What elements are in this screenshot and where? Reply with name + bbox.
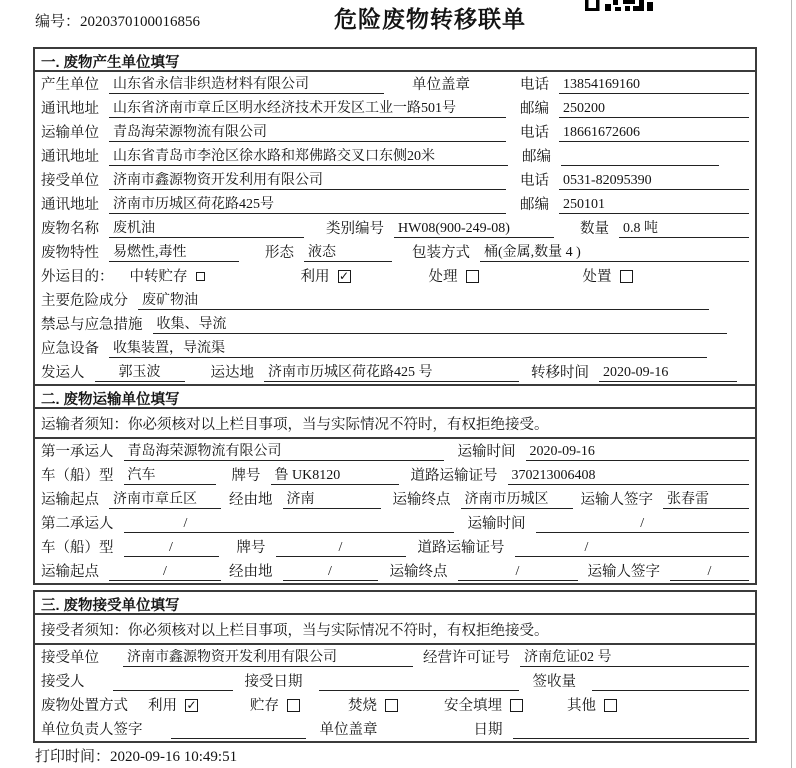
row-receiver-unit — [35, 168, 755, 192]
packaging-value: 桶(金属,数量 4 ) — [480, 244, 749, 263]
first-carrier-value: 青岛海荣源物流有限公司 — [124, 443, 444, 462]
row-producer-address — [35, 96, 755, 120]
option-label: 其他 — [567, 697, 596, 714]
row-transfer-purpose — [35, 264, 755, 288]
row-transporter-address — [35, 144, 755, 168]
row-hazard-components — [35, 288, 755, 312]
receiver-postcode-label: 邮编 — [520, 196, 549, 213]
unit-seal2-label: 单位盖章 — [319, 721, 378, 738]
accept-date-value — [319, 673, 519, 691]
checkbox-checked-icon: ✓ — [186, 698, 197, 713]
serial-value: 2020370100016856 — [80, 14, 201, 30]
option-label: 处理 — [428, 268, 458, 285]
license-value: 济南危证02 号 — [520, 649, 749, 668]
emergency-equipment-label: 应急设备 — [41, 340, 99, 357]
receiver-phone-label: 电话 — [520, 172, 549, 189]
responsible-signature-label: 单位负责人签字 — [41, 721, 143, 738]
waste-name-label: 废物名称 — [41, 220, 99, 237]
option-label: 焚烧 — [348, 697, 377, 714]
endpoint-label: 运输终点 — [392, 491, 451, 508]
plate-value: 鲁 UK8120 — [271, 467, 399, 486]
accept-unit-label: 接受单位 — [41, 649, 99, 666]
row-route-2 — [35, 559, 755, 583]
via2-value: / — [283, 563, 378, 582]
vehicle-type-value: 汽车 — [124, 467, 216, 486]
emergency-measures-value: 收集、导流 — [153, 316, 728, 335]
checkbox-icon — [466, 270, 479, 283]
transfer-date-value: 2020-09-16 — [599, 364, 737, 383]
transporter-postcode-value — [561, 148, 719, 166]
plate-label: 牌号 — [231, 467, 261, 484]
disposal-option-incinerate — [348, 697, 398, 715]
transport-time-value: 2020-09-16 — [526, 443, 750, 462]
section-transporter — [33, 384, 757, 585]
producer-postcode-value: 250200 — [559, 100, 749, 119]
plate2-value: / — [276, 539, 406, 558]
received-amount-label: 签收量 — [532, 673, 576, 690]
carrier-signature-value: 张春雷 — [663, 491, 749, 510]
page-edge-line — [791, 0, 792, 768]
waste-traits-label: 废物特性 — [41, 244, 99, 261]
row-vehicle-1 — [35, 463, 755, 487]
row-emergency-measures — [35, 312, 755, 336]
producer-address-value: 山东省济南市章丘区明水经济技术开发区工业一路501号 — [109, 100, 506, 119]
purpose-option-storage — [130, 268, 205, 286]
carrier-signature2-value: / — [670, 563, 749, 582]
checkbox-checked-icon: ✓ — [338, 269, 350, 284]
print-time-label: 打印时间： — [35, 749, 111, 765]
print-time-value: 2020-09-16 10:49:51 — [110, 749, 238, 765]
origin-value: 济南市章丘区 — [109, 491, 221, 510]
destination-label: 运达地 — [210, 364, 254, 381]
serial-number — [35, 10, 200, 31]
transport-time-label: 运输时间 — [457, 443, 516, 460]
waste-quantity-label: 数量 — [580, 220, 609, 237]
date-value — [513, 721, 750, 739]
receiver-address-label: 通讯地址 — [41, 196, 99, 213]
checkbox-icon — [620, 270, 633, 283]
section1-title: 一. 废物产生单位填写 — [35, 49, 755, 72]
transfer-date-label: 转移时间 — [531, 364, 589, 381]
receiver-postcode-value: 250101 — [559, 196, 749, 215]
endpoint-value: 济南市历城区 — [461, 491, 573, 510]
waste-quantity-value: 0.8 吨 — [619, 220, 749, 239]
disposal-option-other — [567, 697, 617, 715]
row-accept-unit — [35, 645, 755, 669]
producer-unit-value: 山东省永信非织造材料有限公司 — [109, 76, 384, 95]
row-first-carrier — [35, 439, 755, 463]
transporter-address-value: 山东省青岛市李沧区徐水路和郑佛路交叉口东侧20米 — [109, 148, 508, 167]
row-route-1 — [35, 487, 755, 511]
unit-seal-label: 单位盖章 — [412, 76, 470, 93]
accept-unit-value: 济南市鑫源物资开发利用有限公司 — [123, 649, 413, 668]
row-waste-name — [35, 216, 755, 240]
option-label: 利用 — [300, 268, 330, 285]
section2-title: 二. 废物运输单位填写 — [35, 386, 755, 409]
consignor-value: 郭玉波 — [95, 364, 185, 383]
row-disposal-method — [35, 693, 755, 717]
row-receiver-address — [35, 192, 755, 216]
checkbox-icon — [385, 699, 398, 712]
disposal-option-utilize — [148, 697, 198, 715]
section3-title: 三. 废物接受单位填写 — [35, 592, 755, 615]
receiver-unit-label: 接受单位 — [41, 172, 99, 189]
transporter-postcode-label: 邮编 — [522, 148, 551, 165]
checkbox-icon — [287, 699, 300, 712]
accept-person-value — [113, 673, 233, 691]
origin2-value: / — [109, 563, 221, 582]
receiver-notice: 接受者须知：你必须核对以上栏目事项，当与实际情况不符时，有权拒绝接受。 — [35, 615, 755, 645]
via-value: 济南 — [283, 491, 381, 510]
vehicle-type-label: 车（船）型 — [41, 467, 114, 484]
disposal-method-label: 废物处置方式 — [41, 697, 128, 714]
checkbox-icon — [510, 699, 523, 712]
consignor-label: 发运人 — [41, 364, 85, 381]
disposal-option-store — [250, 697, 300, 715]
transporter-unit-label: 运输单位 — [41, 124, 99, 141]
row-second-carrier — [35, 511, 755, 535]
emergency-measures-label: 禁忌与应急措施 — [41, 316, 143, 333]
second-carrier-label: 第二承运人 — [41, 515, 114, 532]
responsible-signature-value — [171, 721, 306, 739]
waste-name-value: 废机油 — [109, 220, 304, 239]
receiver-address-value: 济南市历城区荷花路425号 — [109, 196, 506, 215]
receiver-unit-value: 济南市鑫源物资开发利用有限公司 — [109, 172, 506, 191]
producer-address-label: 通讯地址 — [41, 100, 99, 117]
producer-phone-label: 电话 — [520, 76, 549, 93]
disposal-option-landfill — [444, 697, 523, 715]
section-producer — [33, 47, 757, 386]
row-producer-unit — [35, 72, 755, 96]
producer-phone-value: 13854169160 — [559, 76, 749, 95]
hazard-components-value: 废矿物油 — [138, 292, 709, 311]
via2-label: 经由地 — [229, 563, 273, 580]
checkbox-icon — [604, 699, 617, 712]
serial-label: 编号： — [35, 14, 81, 30]
purpose-option-dispose — [583, 268, 633, 286]
row-responsible-signature — [35, 717, 755, 741]
section-receiver — [33, 590, 757, 743]
option-label: 贮存 — [250, 697, 279, 714]
waste-form-label: 形态 — [265, 244, 294, 261]
origin-label: 运输起点 — [41, 491, 99, 508]
waste-traits-value: 易燃性,毒性 — [109, 244, 239, 263]
transporter-notice: 运输者须知：你必须核对以上栏目事项，当与实际情况不符时，有权拒绝接受。 — [35, 409, 755, 439]
road-permit-value: 370213006408 — [508, 467, 750, 486]
waste-form-value: 液态 — [304, 244, 392, 263]
print-time — [35, 745, 237, 766]
transport-time2-value: / — [536, 515, 750, 534]
packaging-label: 包装方式 — [412, 244, 470, 261]
via-label: 经由地 — [229, 491, 273, 508]
transport-time2-label: 运输时间 — [467, 515, 526, 532]
checkbox-icon — [196, 272, 205, 281]
producer-postcode-label: 邮编 — [520, 100, 549, 117]
waste-category-label: 类别编号 — [326, 220, 384, 237]
accept-date-label: 接受日期 — [244, 673, 303, 690]
road-permit2-label: 道路运输证号 — [417, 539, 505, 556]
transfer-purpose-label: 外运目的： — [41, 268, 114, 285]
row-emergency-equipment — [35, 336, 755, 360]
plate2-label: 牌号 — [236, 539, 266, 556]
purpose-option-utilize — [301, 268, 351, 286]
endpoint2-value: / — [458, 563, 578, 582]
row-waste-traits — [35, 240, 755, 264]
option-label: 安全填埋 — [444, 697, 502, 714]
accept-person-label: 接受人 — [41, 673, 85, 690]
first-carrier-label: 第一承运人 — [41, 443, 114, 460]
emergency-equipment-value: 收集装置，导流渠 — [109, 340, 707, 359]
row-vehicle-2 — [35, 535, 755, 559]
carrier-signature2-label: 运输人签字 — [587, 563, 660, 580]
row-transporter-unit — [35, 120, 755, 144]
carrier-signature-label: 运输人签字 — [580, 491, 653, 508]
producer-unit-label: 产生单位 — [41, 76, 99, 93]
vehicle-type2-label: 车（船）型 — [41, 539, 114, 556]
license-label: 经营许可证号 — [423, 649, 510, 666]
vehicle-type2-value: / — [124, 539, 219, 558]
transporter-phone-value: 18661672606 — [559, 124, 749, 143]
hazard-components-label: 主要危险成分 — [41, 292, 128, 309]
received-amount-value — [592, 673, 749, 691]
road-permit-label: 道路运输证号 — [410, 467, 498, 484]
row-accept-person — [35, 669, 755, 693]
purpose-option-treat — [429, 268, 479, 286]
transporter-phone-label: 电话 — [520, 124, 549, 141]
option-label: 中转贮存 — [129, 268, 188, 285]
destination-value: 济南市历城区荷花路425 号 — [264, 364, 519, 383]
date-label: 日期 — [473, 721, 503, 738]
qr-code-icon — [585, 0, 653, 11]
row-consignor — [35, 360, 755, 384]
page-title: 危险废物转移联单 — [334, 6, 526, 32]
option-label: 利用 — [148, 697, 177, 714]
origin2-label: 运输起点 — [41, 563, 99, 580]
endpoint2-label: 运输终点 — [389, 563, 448, 580]
waste-category-value: HW08(900-249-08) — [394, 220, 554, 239]
option-label: 处置 — [582, 268, 612, 285]
second-carrier-value: / — [124, 515, 454, 534]
transporter-address-label: 通讯地址 — [41, 148, 99, 165]
transporter-unit-value: 青岛海荣源物流有限公司 — [109, 124, 506, 143]
road-permit2-value: / — [515, 539, 750, 558]
receiver-phone-value: 0531-82095390 — [559, 172, 749, 191]
